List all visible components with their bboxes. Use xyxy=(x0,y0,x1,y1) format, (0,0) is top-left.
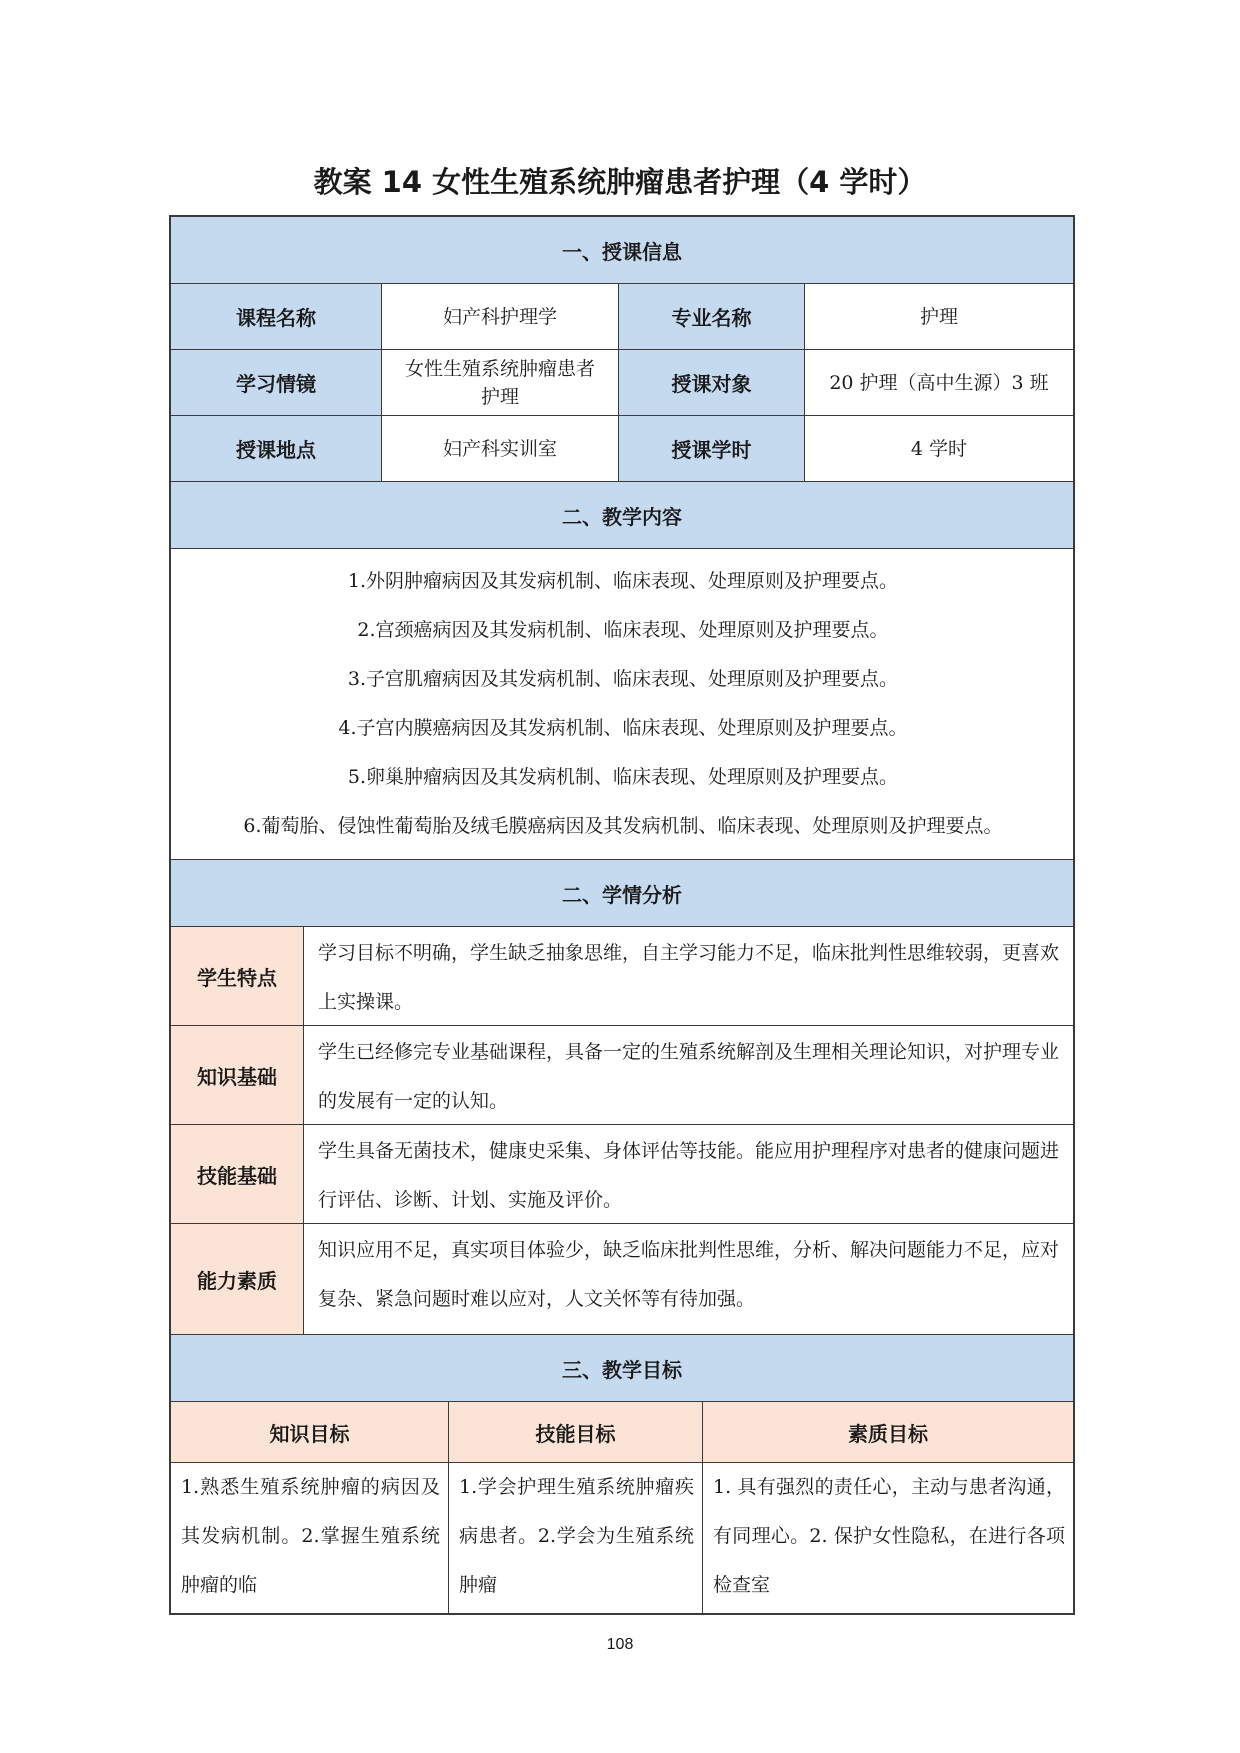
list-item: 6.葡萄胎、侵蚀性葡萄胎及绒毛膜癌病因及其发病机制、临床表现、处理原则及护理要点。 xyxy=(243,815,1003,837)
ability-quality-label: 能力素质 xyxy=(171,1224,304,1334)
objectives-content-row xyxy=(171,1463,1073,1613)
quality-objective-text: 1. 具有强烈的责任心，主动与患者沟通，有同理心。2. 保护女性隐私，在进行各项检查室 xyxy=(713,1476,1065,1596)
skill-base-text: 学生具备无菌技术，健康史采集、身体评估等技能。能应用护理程序对患者的健康问题进行评估、诊断、计划、实施及评价。 xyxy=(318,1140,1060,1211)
course-name-value: 妇产科护理学 xyxy=(382,284,619,349)
info-row xyxy=(171,416,1073,482)
student-traits-text: 学习目标不明确，学生缺乏抽象思维，自主学习能力不足，临床批判性思维较弱，更喜欢上实操课。 xyxy=(318,942,1060,1013)
list-item: 4.子宫内膜癌病因及其发病机制、临床表现、处理原则及护理要点。 xyxy=(338,717,908,739)
section-header-row xyxy=(171,860,1073,927)
analysis-row xyxy=(171,1125,1073,1224)
knowledge-objective-header: 知识目标 xyxy=(171,1402,449,1462)
knowledge-base-text: 学生已经修完专业基础课程，具备一定的生殖系统解剖及生理相关理论知识，对护理专业的发展有一定的认知。 xyxy=(318,1041,1060,1112)
section-heading-teaching-info: 一、授课信息 xyxy=(171,217,1073,283)
student-traits-label: 学生特点 xyxy=(171,927,304,1025)
section-heading-learner-analysis: 二、学情分析 xyxy=(171,860,1073,926)
teaching-content-row xyxy=(171,549,1073,860)
page-title: 教案 14 女性生殖系统肿瘤患者护理（4 学时） xyxy=(313,165,927,199)
teaching-content-list xyxy=(171,549,1073,859)
section-heading-teaching-content: 二、教学内容 xyxy=(171,482,1073,548)
objectives-header-row xyxy=(171,1402,1073,1463)
info-row xyxy=(171,350,1073,416)
target-class-value: 20 护理（高中生源）3 班 xyxy=(829,371,1049,394)
target-class-label: 授课对象 xyxy=(619,350,805,415)
course-name-label: 课程名称 xyxy=(171,284,382,349)
location-label: 授课地点 xyxy=(171,416,382,481)
class-hours-label: 授课学时 xyxy=(619,416,805,481)
list-item: 5.卵巢肿瘤病因及其发病机制、临床表现、处理原则及护理要点。 xyxy=(347,766,899,788)
ability-quality-text: 知识应用不足，真实项目体验少，缺乏临床批判性思维，分析、解决问题能力不足，应对复杂、紧急问题时难以应对，人文关怀等有待加强。 xyxy=(318,1239,1060,1310)
skill-base-label: 技能基础 xyxy=(171,1125,304,1223)
section-header-row xyxy=(171,482,1073,549)
location-value: 妇产科实训室 xyxy=(382,416,619,481)
list-item: 3.子宫肌瘤病因及其发病机制、临床表现、处理原则及护理要点。 xyxy=(347,668,899,690)
learning-scenario-value: 女性生殖系统肿瘤患者护理 xyxy=(382,350,619,415)
section-header-row xyxy=(171,217,1073,284)
list-item: 1.外阴肿瘤病因及其发病机制、临床表现、处理原则及护理要点。 xyxy=(347,570,899,592)
major-name-label: 专业名称 xyxy=(619,284,805,349)
list-item: 2.宫颈癌病因及其发病机制、临床表现、处理原则及护理要点。 xyxy=(357,619,889,641)
page-number: 108 xyxy=(606,1636,634,1653)
skill-objective-text: 1.学会护理生殖系统肿瘤疾病患者。2.学会为生殖系统肿瘤 xyxy=(449,1463,703,1613)
class-hours-value: 4 学时 xyxy=(910,437,968,460)
knowledge-base-label: 知识基础 xyxy=(171,1026,304,1124)
info-row xyxy=(171,284,1073,350)
quality-objective-header: 素质目标 xyxy=(703,1402,1073,1462)
knowledge-objective-text: 1.熟悉生殖系统肿瘤的病因及其发病机制。2.掌握生殖系统肿瘤的临 xyxy=(171,1463,449,1613)
skill-objective-header: 技能目标 xyxy=(449,1402,703,1462)
analysis-row xyxy=(171,1026,1073,1125)
section-heading-teaching-objectives: 三、教学目标 xyxy=(171,1335,1073,1401)
section-header-row xyxy=(171,1335,1073,1402)
learning-scenario-label: 学习情镜 xyxy=(171,350,382,415)
analysis-row xyxy=(171,1224,1073,1335)
major-name-value: 护理 xyxy=(919,305,958,328)
analysis-row xyxy=(171,927,1073,1026)
lesson-plan-table xyxy=(169,215,1075,1615)
